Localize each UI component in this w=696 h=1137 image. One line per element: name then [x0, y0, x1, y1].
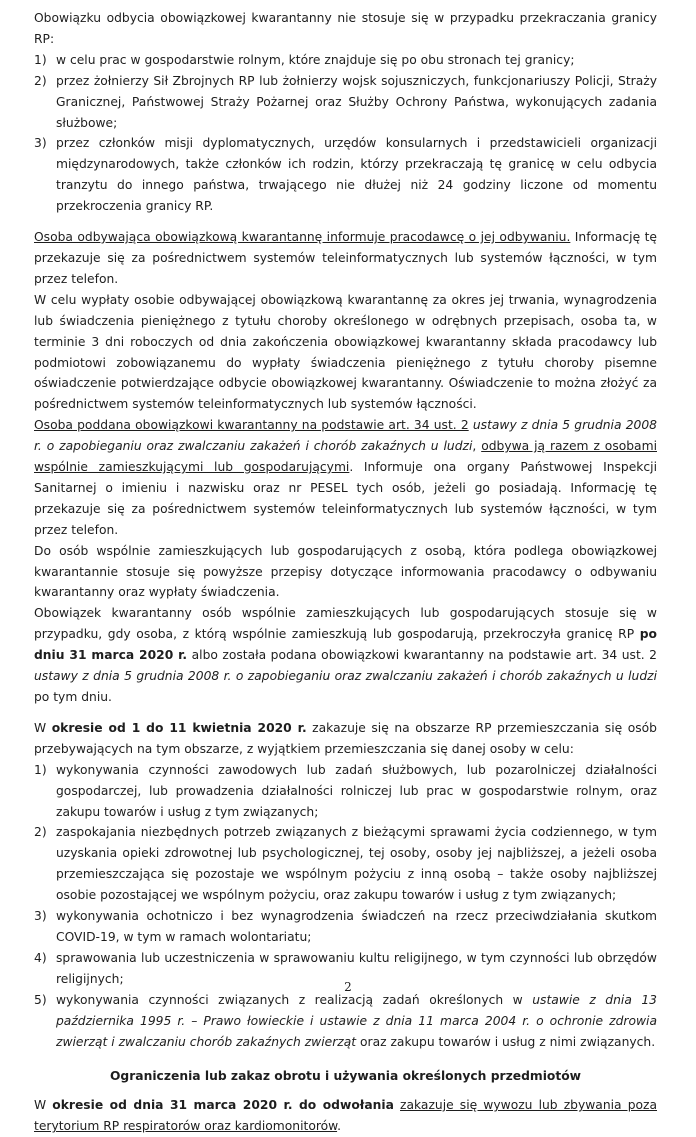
- exceptions-list: [34, 50, 657, 217]
- paragraph: W okresie od dnia 31 marca 2020 r. do odwołania zakazuje się wywozu lub zbywania poza terytorium RP respiratorów oraz kardiomonitorów.: [34, 1098, 658, 1134]
- list-item: 1) w celu prac w gospodarstwie rolnym, które znajduje się po obu stronach tej granicy;: [34, 52, 575, 67]
- restrictions-list: [34, 760, 657, 1053]
- list-item: 1) wykonywania czynności zawodowych lub zadań służbowych, lub pozarolniczej działalności gospodarczej, lub prowadzenia działalności rolniczej lub prac w gospodarstwie rolnym, oraz zakupu towarów i usług z tym związanych;: [34, 762, 657, 819]
- paragraph: Obowiązek kwarantanny osób wspólnie zamieszkujących lub gospodarujących stosuje się w przypadku, gdy osoba, z którą wspólnie zamieszkują lub gospodarują, przekroczyła granicę RP po dniu 31 marca 2020 r. albo została podana obowiązkowi kwarantanny na podstawie art. 34 ust. 2 ustawy z dnia 5 grudnia 2008 r. o zapobieganiu oraz zwalczaniu zakażeń i chorób zakaźnych u ludzi po tym dniu.: [34, 606, 657, 704]
- list-item: 2) zaspokajania niezbędnych potrzeb związanych z bieżącymi sprawami życia codziennego, w tym uzyskania opieki zdrowotnej lub psychologicznej, tej osoby, osoby jej najbliższej, a jeżeli osoba przemieszczająca się pozostaje we wspólnym pożyciu z inną osobą – także osoby najbliższej osobie pozostającej we wspólnym pożyciu, oraz zakupu towarów i usług z tym związanych;: [34, 825, 657, 903]
- list-item: 3) wykonywania ochotniczo i bez wynagrodzenia świadczeń na rzecz przeciwdziałania skutkom COVID-19, w tym w ramach wolontariatu;: [34, 909, 657, 944]
- movement-restrictions: [34, 718, 657, 1053]
- paragraph: Osoba odbywająca obowiązkową kwarantannę informuje pracodawcę o jej odbywaniu. Informację tę przekazuje się za pośrednictwem systemów teleinformatycznych lub systemów łączności, w tym przez telefon.: [34, 230, 657, 286]
- page-number: 2: [344, 980, 352, 994]
- export-restrictions: [34, 1066, 657, 1137]
- restrictions-intro: W okresie od 1 do 11 kwietnia 2020 r. zakazuje się na obszarze RP przemieszczania się osób przebywających na tym obszarze, z wyjątkiem przemieszczania się danej osoby w celu:: [34, 720, 657, 756]
- document-page: [34, 8, 657, 1137]
- list-item: 2) przez żołnierzy Sił Zbrojnych RP lub żołnierzy wojsk sojuszniczych, funkcjonariuszy Policji, Straży Granicznej, Państwowej Straży Pożarnej oraz Służby Ochrony Państwa, wykonujących zadania służbowe;: [34, 73, 657, 130]
- paragraph: W celu wypłaty osobie odbywającej obowiązkową kwarantannę za okres jej trwania, wynagrodzenia lub świadczenia pieniężnego z tytułu choroby określonego w odrębnych przepisach, osoba ta, w terminie 3 dni roboczych od dnia zakończenia obowiązkowej kwarantanny składa pracodawcy lub podmiotowi zobowiązanemu do wypłaty świadczenia pieniężnego z tytułu choroby pisemne oświadczenie potwierdzające odbycie obowiązkowej kwarantanny. Oświadczenie to można złożyć za pośrednictwem systemów teleinformatycznych lub systemów łączności.: [34, 292, 657, 412]
- section-heading: Ograniczenia lub zakaz obrotu i używania określonych przedmiotów: [109, 1069, 582, 1084]
- list-item: 3) przez członków misji dyplomatycznych, urzędów konsularnych i przedstawicieli organizacji międzynarodowych, także członków ich rodzin, którzy przekraczają tę granicę w celu odbycia tranzytu do innego państwa, trwającego nie dłużej niż 24 godziny liczone od momentu przekroczenia granicy RP.: [34, 136, 657, 214]
- list-item: 4) sprawowania lub uczestniczenia w sprawowaniu kultu religijnego, w tym czynności lub obrzędów religijnych;: [34, 950, 657, 986]
- paragraph: Osoba poddana obowiązkowi kwarantanny na podstawie art. 34 ust. 2 ustawy z dnia 5 grudnia 2008 r. o zapobieganiu oraz zwalczaniu zakażeń i chorób zakaźnych u ludzi, odbywa ją razem z osobami wspólnie zamieszkującymi lub gospodarującymi. Informuje ona organy Państwowej Inspekcji Sanitarnej o imieniu i nazwisku oraz nr PESEL tych osób, jeżeli go posiadają. Informację tę przekazuje się za pośrednictwem systemów teleinformatycznych lub systemów łączności, w tym przez telefon.: [34, 418, 657, 537]
- exceptions-intro: Obowiązku odbycia obowiązkowej kwarantanny nie stosuje się w przypadku przekraczania granicy RP:: [34, 11, 657, 46]
- paragraph: Do osób wspólnie zamieszkujących lub gospodarujących z osobą, która podlega obowiązkowej kwarantannie stosuje się powyższe przepisy dotyczące informowania pracodawcy o odbywaniu kwarantanny oraz wypłaty świadczenia.: [34, 543, 657, 600]
- list-item: 5) wykonywania czynności związanych z realizacją zadań określonych w ustawie z dnia 13 października 1995 r. – Prawo łowieckie i ustawie z dnia 11 marca 2004 r. o ochronie zdrowia zwierząt i zwalczaniu chorób zakaźnych zwierząt oraz zakupu towarów i usług z nimi związanych.: [34, 992, 657, 1049]
- border-crossing-exceptions: [34, 8, 657, 217]
- quarantine-employer-info: [34, 227, 657, 708]
